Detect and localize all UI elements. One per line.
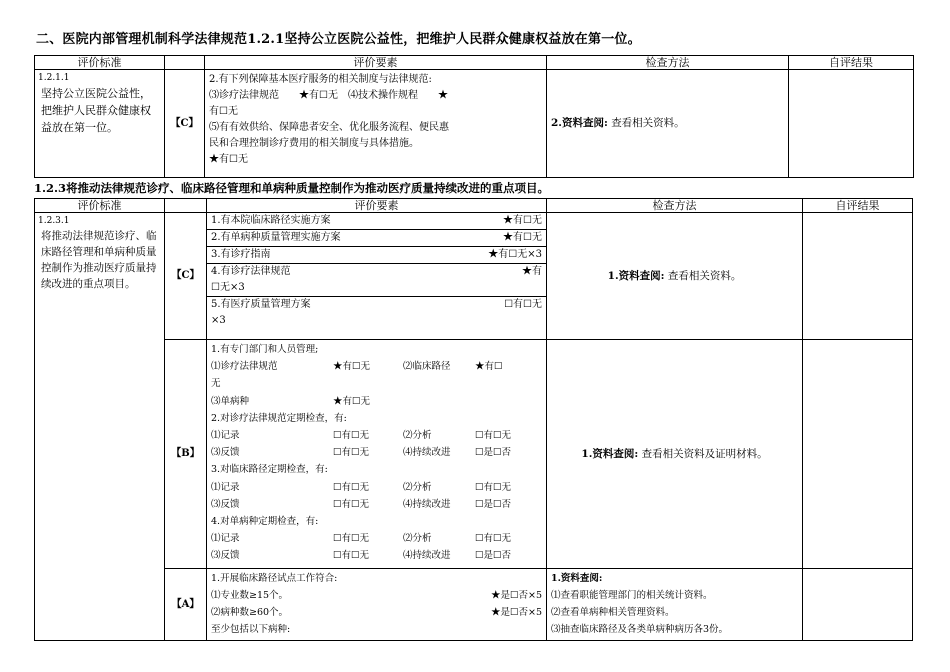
- c-item-mark: ★有: [522, 266, 542, 277]
- standard-text: 将推动法律规范诊疗、临床路径管理和单病种质量控制作为推动医疗质量持续改进的重点项目。: [41, 230, 157, 290]
- b-line: [211, 358, 542, 375]
- standard-number: 1.2.3.1: [38, 216, 70, 226]
- self-eval-cell[interactable]: [803, 340, 913, 569]
- method-cell: [547, 70, 789, 178]
- requirement-line: 2.有下列保障基本医疗服务的相关制度与法律规范:: [209, 74, 432, 85]
- b-line: [211, 427, 542, 444]
- b-line-cell: ☐有☐无: [333, 498, 370, 510]
- section-2-table: [34, 198, 913, 641]
- a-method-line: 1.资料查阅:: [551, 573, 603, 584]
- header-standard: 评价标准: [35, 56, 165, 70]
- header-method: 检查方法: [547, 199, 803, 213]
- b-line: [211, 530, 542, 547]
- c-item-mark: ★有☐无: [503, 232, 542, 243]
- level-label: 【C】: [170, 117, 199, 129]
- b-line: [211, 444, 542, 461]
- requirement-line: 有☐无: [209, 106, 238, 117]
- row-a: [35, 569, 913, 641]
- section-1-title: 二、医院内部管理机制科学法律规范1.2.1坚持公立医院公益性，把维护人民群众健康权益放在第一位。: [36, 32, 641, 47]
- section-1-row: [35, 70, 914, 178]
- b-line-cell: ☐是☐否: [475, 498, 512, 510]
- b-line-cell: ⑴记录: [211, 533, 240, 545]
- b-line-cell: ⑷持续改进: [403, 447, 451, 459]
- c-item: [207, 264, 546, 297]
- header-self-eval: 自评结果: [803, 199, 913, 213]
- b-line: 2.对诊疗法律规范定期检查，有:: [211, 412, 347, 424]
- self-eval-cell[interactable]: [789, 70, 914, 178]
- c-items-list: [207, 213, 546, 329]
- section-2-title: 1.2.3将推动法律规范诊疗、临床路径管理和单病种质量控制作为推动医疗质量持续改进的重点项目。: [34, 181, 550, 195]
- b-line-cell: ⑶反馈: [211, 447, 240, 459]
- b-line: 无: [211, 378, 221, 390]
- self-eval-cell[interactable]: [803, 569, 913, 641]
- b-items-cell: [207, 340, 547, 569]
- b-line-cell: ☐有☐无: [333, 447, 370, 459]
- c-item-continuation: ×3: [211, 315, 226, 326]
- b-line-cell: ★有☐: [475, 361, 503, 373]
- method-cell: [547, 213, 803, 340]
- a-method-line: ⑶抽查临床路径及各类单病种病历各3份。: [551, 624, 729, 635]
- method-cell: [547, 569, 803, 641]
- method-text: 查看相关资料及证明材料。: [641, 447, 768, 460]
- header-blank: [165, 199, 207, 213]
- level-label: 【C】: [171, 270, 200, 281]
- b-line-cell: ☐有☐无: [333, 550, 370, 562]
- b-line: [211, 547, 542, 564]
- a-line-mark: ★是☐否×5: [490, 607, 542, 618]
- a-line-text: ⑵病种数≥60个。: [211, 607, 289, 618]
- a-method-list: [547, 569, 802, 639]
- row-b: [35, 340, 913, 569]
- level-a: [165, 569, 207, 641]
- method-label: 1.资料查阅:: [607, 269, 665, 282]
- b-line-cell: ☐是☐否: [475, 550, 512, 562]
- b-line-cell: ★有☐无: [333, 361, 371, 373]
- b-line-cell: ⑴记录: [211, 430, 240, 442]
- a-line-text: ⑴专业数≥15个。: [211, 590, 289, 601]
- b-items-list: [207, 340, 546, 566]
- b-line-cell: ⑶反馈: [211, 498, 240, 510]
- requirements-list: [205, 70, 546, 170]
- section-1-header-row: [35, 56, 914, 70]
- c-item-continuation: ☐无×3: [211, 282, 245, 293]
- row-c: [35, 213, 913, 340]
- c-item-mark: ★有☐无: [503, 215, 542, 226]
- header-elements: 评价要素: [205, 56, 547, 70]
- c-items-cell: [207, 213, 547, 340]
- c-item-row: [207, 264, 546, 280]
- b-line-cell: ⑶反馈: [211, 550, 240, 562]
- a-method-line: ⑴查看职能管理部门的相关统计资料。: [551, 590, 713, 601]
- b-line: [211, 496, 542, 513]
- b-line: 4.对单病种定期检查，有:: [211, 516, 319, 528]
- a-line: [211, 621, 542, 638]
- method-cell: [547, 340, 803, 569]
- c-item-row: [207, 230, 546, 246]
- b-line: [211, 479, 542, 496]
- requirement-line: 民和合理控制诊疗费用的相关制度与具体措施。: [209, 138, 419, 149]
- b-line: 3.对临床路径定期检查，有:: [211, 464, 328, 476]
- header-standard: 评价标准: [35, 199, 165, 213]
- b-line-cell: ★有☐无: [333, 395, 371, 407]
- b-line-cell: ⑵分析: [403, 481, 432, 493]
- c-item: [207, 297, 546, 329]
- b-line-cell: ☐有☐无: [475, 430, 512, 442]
- b-line-cell: ⑴记录: [211, 481, 240, 493]
- requirement-line: ⑶诊疗法律规范 ★有☐无 ⑷技术操作规程 ★: [209, 90, 448, 101]
- c-item: [207, 213, 546, 230]
- b-line-cell: ⑴诊疗法律规范: [211, 361, 278, 373]
- method-label: 2.资料查阅:: [551, 117, 608, 129]
- method-label: 1.资料查阅:: [581, 447, 639, 460]
- c-item-row: [207, 213, 546, 229]
- c-item-text: 2.有单病种质量管理实施方案: [211, 232, 341, 243]
- standard-text: 坚持公立医院公益性，把维护人民群众健康权益放在第一位。: [41, 87, 151, 134]
- b-line-cell: ⑶单病种: [211, 395, 250, 407]
- c-item-mark: ☐有☐无: [504, 299, 542, 310]
- c-item: [207, 247, 546, 264]
- c-item-mark: ★有☐无×3: [488, 249, 542, 260]
- level-label: 【A】: [171, 598, 200, 610]
- b-line-cell: ⑵临床路径: [403, 361, 451, 373]
- b-line: [211, 393, 542, 410]
- a-items-list: [207, 569, 546, 639]
- c-item-text: 5.有医疗质量管理方案: [211, 299, 311, 310]
- c-item-text: 3.有诊疗指南: [211, 249, 271, 260]
- b-line-cell: ☐是☐否: [475, 447, 512, 459]
- method-text: 查看相关资料。: [667, 269, 742, 282]
- b-line: 1.有专门部门和人员管理;: [211, 344, 319, 355]
- c-item: [207, 230, 546, 247]
- header-blank: [165, 56, 205, 70]
- standard-cell: [35, 70, 165, 178]
- standard-number: 1.2.1.1: [38, 73, 70, 83]
- a-line-text: 至少包括以下病种:: [211, 624, 291, 635]
- header-method: 检查方法: [547, 56, 789, 70]
- level-b: [165, 340, 207, 569]
- b-line-cell: ☐有☐无: [333, 533, 370, 545]
- b-line-cell: ⑷持续改进: [403, 498, 451, 510]
- section-1-table: [34, 55, 914, 178]
- b-line-cell: ☐有☐无: [475, 533, 512, 545]
- a-line: [211, 570, 542, 587]
- a-line: [211, 587, 542, 604]
- requirement-line: ⑸有有效供给、保障患者安全、优化服务流程、便民惠: [209, 122, 449, 133]
- a-line-mark: ★是☐否×5: [490, 590, 542, 601]
- c-item-text: 1.有本院临床路径实施方案: [211, 215, 331, 226]
- requirement-line: ★有☐无: [209, 154, 248, 165]
- b-line-cell: ☐有☐无: [475, 481, 512, 493]
- a-method-line: ⑵查看单病种相关管理资料。: [551, 607, 675, 618]
- level-c: [165, 70, 205, 178]
- c-item-row: [207, 247, 546, 263]
- header-self-eval: 自评结果: [789, 56, 914, 70]
- level-label: 【B】: [171, 448, 200, 459]
- level-c: [165, 213, 207, 340]
- self-eval-cell[interactable]: [803, 213, 913, 340]
- a-line-text: 1.开展临床路径试点工作符合:: [211, 573, 338, 584]
- b-line-cell: ☐有☐无: [333, 481, 370, 493]
- header-elements: 评价要素: [207, 199, 547, 213]
- method-text: 查看相关资料。: [611, 117, 685, 129]
- b-line-cell: ⑷持续改进: [403, 550, 451, 562]
- c-item-text: 4.有诊疗法律规范: [211, 266, 291, 277]
- b-line-cell: ⑵分析: [403, 533, 432, 545]
- c-item-row: [207, 297, 546, 313]
- b-line-cell: ⑵分析: [403, 430, 432, 442]
- requirements-cell: [205, 70, 547, 178]
- a-line: [211, 604, 542, 621]
- a-items-cell: [207, 569, 547, 641]
- standard-cell: [35, 213, 165, 641]
- section-2-header-row: [35, 199, 913, 213]
- b-line-cell: ☐有☐无: [333, 430, 370, 442]
